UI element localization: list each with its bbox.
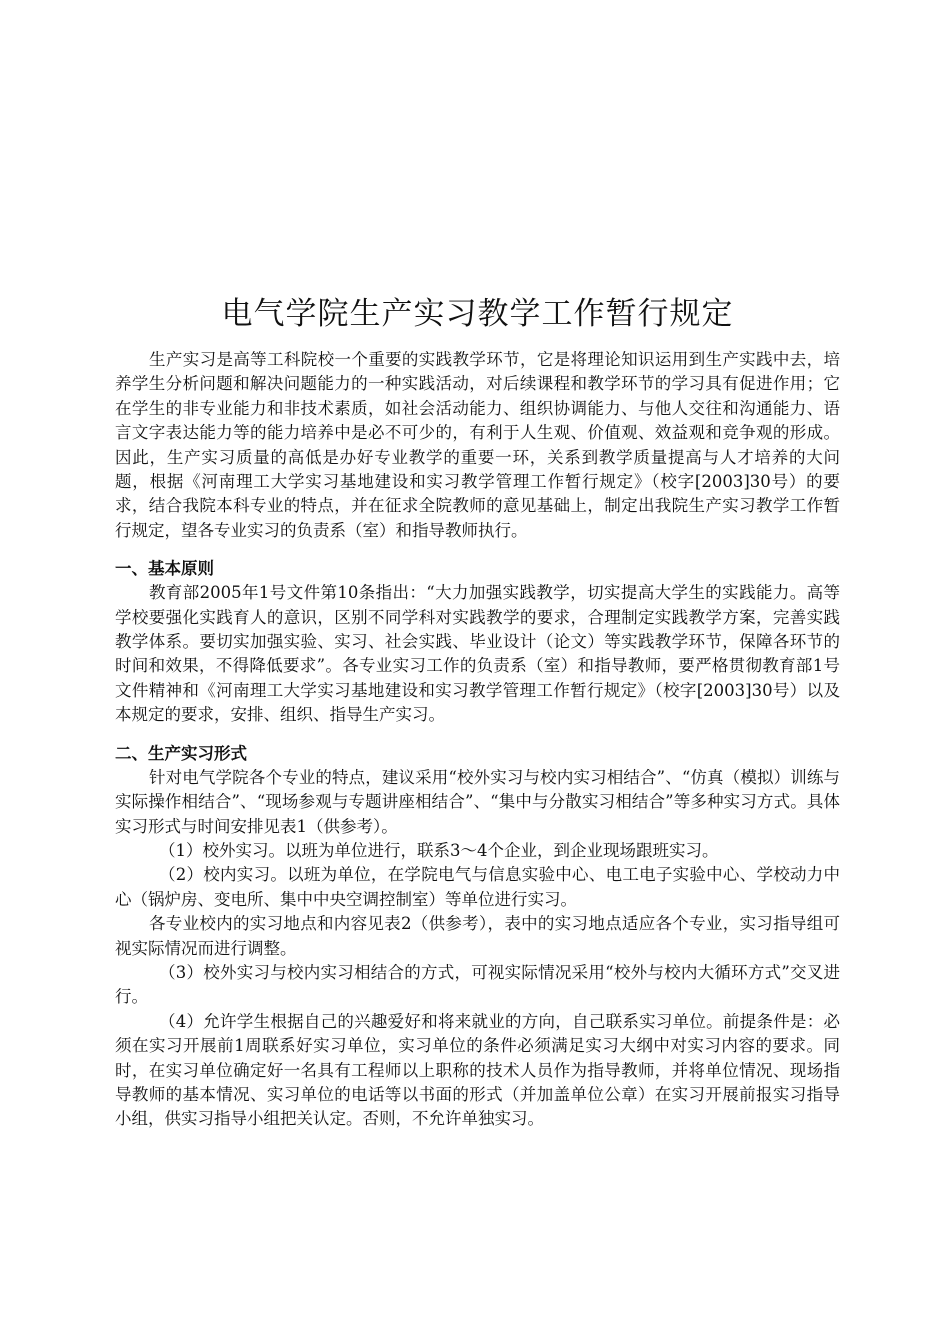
document-body (115, 292, 840, 1132)
list-item-combined: （3）校外实习与校内实习相结合的方式，可视实际情况采用“校外与校内大循环方式”交叉进行。 (115, 962, 840, 1007)
section-internship-forms (115, 742, 840, 1132)
intro-paragraph: 生产实习是高等工科院校一个重要的实践教学环节，它是将理论知识运用到生产实践中去，培养学生分析问题和解决问题能力的一种实践活动，对后续课程和教学环节的学习具有促进作用；它在学生的非专业能力和非技术素质，如社会活动能力、组织协调能力、与他人交往和沟通能力、语言文字表达能力等的能力培养中是必不可少的，有利于人生观、价值观、效益观和竞争观的形成。因此，生产实习质量的高低是办好专业教学的重要一环，关系到教学质量提高与人才培养的大问题，根据《河南理工大学实习基地建设和实习教学管理工作暂行规定》（校字[2003]30号）的要求，结合我院本科专业的特点，并在征求全院教师的意见基础上，制定出我院生产实习教学工作暂行规定，望各专业实习的负责系（室）和指导教师执行。 (115, 350, 840, 540)
section-paragraph: 各专业校内的实习地点和内容见表2（供参考），表中的实习地点适应各个专业，实习指导组可视实际情况而进行调整。 (115, 914, 840, 958)
page-title: 电气学院生产实习教学工作暂行规定 (221, 296, 734, 332)
section-heading: 二、生产实习形式 (115, 743, 247, 763)
section-heading: 一、基本原则 (115, 559, 214, 579)
list-item-off-campus: （1）校外实习。以班为单位进行，联系3～4个企业，到企业现场跟班实习。 (159, 840, 719, 860)
list-item-self-arranged: （4）允许学生根据自己的兴趣爱好和将来就业的方向，自己联系实习单位。前提条件是：必须在实习开展前1周联系好实习单位，实习单位的条件必须满足实习大纲中对实习内容的要求。同时，在实习单位确定好一名具有工程师以上职称的技术人员作为指导教师，并将单位情况、现场指导教师的基本情况、实习单位的电话等以书面的形式（并加盖单位公章）在实习开展前报实习指导小组，供实习指导小组把关认定。否则，不允许单独实习。 (115, 1011, 840, 1129)
section-paragraph: 针对电气学院各个专业的特点，建议采用“校外实习与校内实习相结合”、“仿真（模拟）训练与实际操作相结合”、“现场参观与专题讲座相结合”、“集中与分散实习相结合”等多种实习方式。具体实习形式与时间安排见表1（供参考）。 (115, 767, 840, 836)
section-paragraph: 教育部2005年1号文件第10条指出：“大力加强实践教学，切实提高大学生的实践能力。高等学校要强化实践育人的意识，区别不同学科对实践教学的要求，合理制定实践教学方案，完善实践教学体系。要切实加强实验、实习、社会实践、毕业设计（论文）等实践教学环节，保障各环节的时间和效果，不得降低要求”。各专业实习工作的负责系（室）和指导教师，要严格贯彻教育部1号文件精神和《河南理工大学实习基地建设和实习教学管理工作暂行规定》（校字[2003]30号）以及本规定的要求，安排、组织、指导生产实习。 (115, 583, 840, 725)
section-basic-principles (115, 557, 840, 727)
list-item-on-campus: （2）校内实习。以班为单位，在学院电气与信息实验中心、电工电子实验中心、学校动力中心（锅炉房、变电所、集中中央空调控制室）等单位进行实习。 (115, 865, 840, 909)
